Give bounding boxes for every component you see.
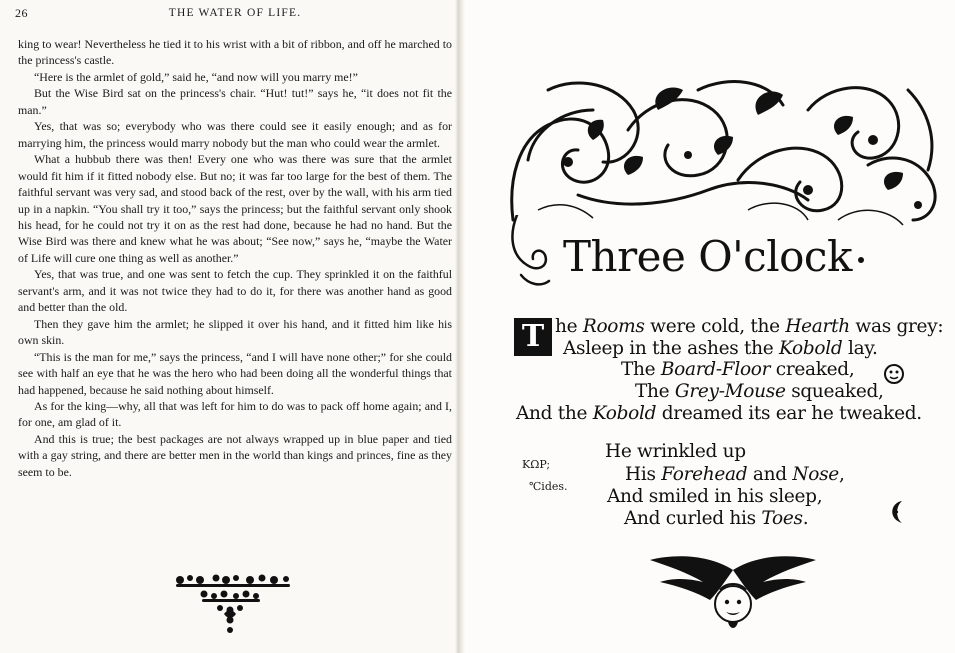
story-paragraph: Then they gave him the armlet; he slipped it over his hand, and it fitted him like his own skin.: [18, 316, 452, 348]
verse-text: squeaked,: [785, 381, 884, 402]
page-number: 26: [15, 6, 28, 20]
verse-italic: Grey-Mouse: [674, 381, 786, 402]
decorative-headpiece-icon: [508, 70, 943, 230]
story-paragraph: “Here is the armlet of gold,” said he, “and now will you marry me!”: [34, 69, 358, 84]
verse-italic: Hearth: [785, 316, 850, 337]
story-paragraph: But the Wise Bird sat on the princess's chair. “Hut! tut!” says he, “it does not fit the man.”: [18, 86, 452, 117]
title-dot: [858, 257, 864, 263]
story-paragraph: “This is the man for me,” says the princess, “and I will have none other;” for she could see with half an eye that he was the hero who had been doing all the wonderful things that had happened, because he said nothing about himself.: [18, 349, 452, 397]
verse-text: And the: [516, 403, 593, 424]
verse-italic: Toes: [761, 508, 803, 529]
verse-line: [555, 316, 943, 337]
verse-text: and: [747, 464, 793, 485]
right-page: [465, 0, 955, 653]
verse-text: His: [625, 464, 662, 485]
verse-text: And curled his: [624, 508, 762, 529]
winged-face-tailpiece-icon: [648, 552, 818, 644]
verse-line: [624, 508, 808, 529]
story-text: [18, 36, 452, 480]
verse-text: The: [635, 381, 675, 402]
verse-italic: Kobold: [592, 403, 657, 424]
verse-text: lay.: [842, 338, 878, 359]
story-paragraph: Yes, that was so; everybody who was there could see it easily enough; and as for marrying him, the princess would marry nobody but the man who could wear the armlet.: [18, 119, 452, 150]
crescent-moon-icon: [886, 499, 908, 525]
verse-italic: Kobold: [779, 338, 843, 359]
story-paragraph: As for the king—why, all that was left for him to do was to pack off home again; and I, for one, am glad of it.: [18, 398, 452, 430]
verse-text: was grey:: [849, 316, 944, 337]
story-paragraph: Yes, that was true, and one was sent to fetch the cup. They sprinkled it on the faithful servant's arm, and it was not twice they had to do it, for there was another hand as good and better than the old.: [18, 267, 452, 315]
story-paragraph: king to wear! Nevertheless he tied it to his wrist with a bit of ribbon, and off he marched to the princess's castle.: [18, 37, 452, 68]
marginal-mark-secondary: ℃ides.: [529, 480, 568, 493]
verse-text: .: [802, 508, 809, 529]
verse-text: creaked,: [770, 359, 855, 380]
verse-line: [563, 338, 878, 359]
marginal-mark: KΩP;: [522, 458, 551, 471]
page-gutter: [455, 0, 465, 653]
verse-line: [605, 441, 746, 462]
verse-line: [621, 359, 854, 380]
story-paragraph: And this is true; the best packages are not always wrapped up in blue paper and tied with a gay string, and there are better men in the world than kings and princes, fine as they seem to be.: [18, 431, 452, 479]
verse-text: The: [621, 359, 661, 380]
poem-title-text: Three O'clock: [563, 232, 852, 281]
verse-line: [516, 403, 922, 424]
left-page: [0, 0, 470, 653]
verse-text: ,: [838, 464, 845, 485]
verse-line: [625, 464, 845, 485]
verse-line: [635, 381, 884, 402]
verse-text: dreamed its ear he tweaked.: [656, 403, 922, 424]
verse-italic: Board-Floor: [660, 359, 771, 380]
verse-italic: Nose: [792, 464, 839, 485]
drop-cap: T: [514, 318, 552, 356]
verse-text: He wrinkled up: [605, 441, 746, 462]
running-head: THE WATER OF LIFE.: [168, 7, 302, 19]
verse-italic: Rooms: [582, 316, 645, 337]
verse-italic: Forehead: [661, 464, 748, 485]
verse-text: he: [555, 316, 583, 337]
poem-title: [563, 232, 864, 281]
vine-flourish-icon: [509, 215, 559, 295]
verse-line: [607, 486, 822, 507]
moon-face-icon: [883, 363, 905, 385]
story-paragraph: What a hubbub there was then! Every one who was there was sure that the armlet would fit him if it fitted nobody else. But no; it was far too large for the best of them. The faithful servant was very sad, and stood back of the rest, over by the wall, with his arm tied up in a napkin. “You shall try it too,” says the princess; but the faithful servant only shook his head, for he could not try it on as the rest had done, because he had no hand. But the Wise Bird was there and knew what he was about; “See now,” says he, “maybe the Water of Life will cure one thing as well as another.”: [18, 152, 452, 265]
floral-ornament-icon: [168, 570, 298, 640]
verse-text: Asleep in the ashes the: [563, 338, 780, 359]
verse-text: And smiled in his sleep,: [607, 486, 823, 507]
verse-text: were cold, the: [644, 316, 786, 337]
